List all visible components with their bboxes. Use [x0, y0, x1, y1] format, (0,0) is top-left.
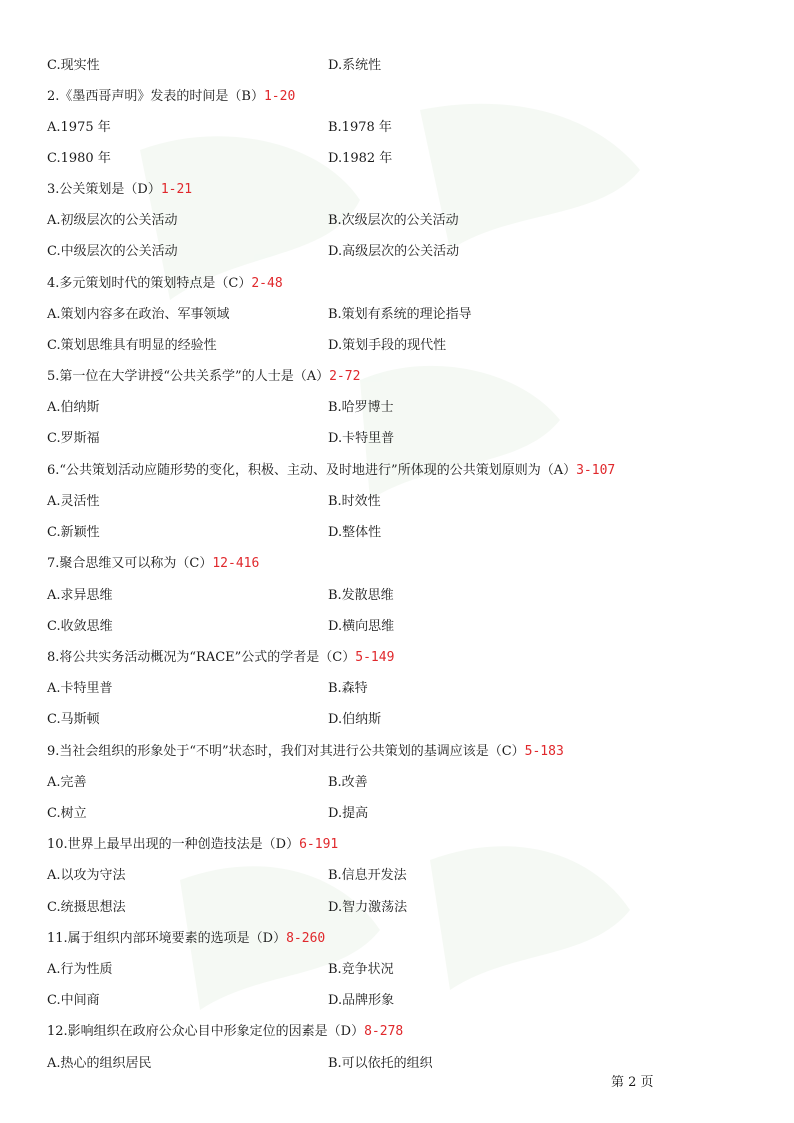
- reference-code: 2-48: [251, 276, 283, 291]
- option-b: B.哈罗博士: [328, 400, 394, 415]
- question-text: 9.当社会组织的形象处于“不明”状态时，我们对其进行公共策划的基调应该是（C）: [47, 744, 525, 759]
- reference-code: 1-20: [263, 89, 296, 104]
- reference-code: 3-107: [576, 463, 616, 478]
- reference-code: 1-21: [160, 182, 193, 197]
- question-text: 7.聚合思维又可以称为（C）: [47, 556, 213, 571]
- option-b: B.策划有系统的理论指导: [328, 307, 472, 322]
- question-11: [47, 929, 325, 949]
- reference-code: 5-183: [524, 744, 564, 759]
- option-a: A.卡特里普: [47, 681, 113, 696]
- option-d: D.智力激荡法: [328, 900, 408, 915]
- option-d: D.高级层次的公关活动: [328, 244, 460, 259]
- option-b: B.次级层次的公关活动: [328, 213, 459, 228]
- question-text: 2.《墨西哥声明》发表的时间是（B）: [47, 89, 264, 104]
- option-c: C.马斯顿: [47, 712, 100, 727]
- option-a: A.以攻为守法: [47, 868, 126, 883]
- option-a: A.行为性质: [47, 962, 113, 977]
- question-12: [47, 1022, 403, 1042]
- option-b: B.时效性: [328, 494, 381, 509]
- question-10: [47, 835, 338, 855]
- question-7: [47, 554, 259, 574]
- reference-code: 8-260: [286, 931, 326, 946]
- option-c: C.收敛思维: [47, 619, 113, 634]
- reference-code: 6-191: [299, 837, 339, 852]
- option-c: C.策划思维具有明显的经验性: [47, 338, 217, 353]
- question-text: 8.将公共实务活动概况为“RACE”公式的学者是（C）: [47, 650, 356, 665]
- option-a: A.策划内容多在政治、军事领域: [47, 307, 230, 322]
- question-text: 4.多元策划时代的策划特点是（C）: [47, 276, 252, 291]
- page-number: 第 2 页: [611, 1075, 654, 1090]
- question-5: [47, 367, 360, 387]
- option-d: D.1982 年: [328, 151, 393, 166]
- option-c: C.现实性: [47, 58, 100, 73]
- option-c: C.统摄思想法: [47, 900, 126, 915]
- option-d: D.系统性: [328, 58, 382, 73]
- question-text: 3.公关策划是（D）: [47, 182, 161, 197]
- option-a: A.初级层次的公关活动: [47, 213, 178, 228]
- option-a: A.1975 年: [47, 120, 111, 135]
- option-a: A.求异思维: [47, 588, 113, 603]
- option-d: D.卡特里普: [328, 431, 395, 446]
- option-d: D.伯纳斯: [328, 712, 382, 727]
- question-text: 6.“公共策划活动应随形势的变化，积极、主动、及时地进行”所体现的公共策划原则为（A）: [47, 463, 577, 478]
- option-d: D.横向思维: [328, 619, 395, 634]
- question-8: [47, 648, 394, 668]
- option-b: B.1978 年: [328, 120, 392, 135]
- question-6: [47, 461, 615, 481]
- option-b: B.森特: [328, 681, 368, 696]
- option-d: D.整体性: [328, 525, 382, 540]
- option-a: A.热心的组织居民: [47, 1056, 152, 1071]
- option-c: C.树立: [47, 806, 87, 821]
- option-a: A.完善: [47, 775, 87, 790]
- option-a: A.灵活性: [47, 494, 100, 509]
- option-d: D.策划手段的现代性: [328, 338, 447, 353]
- option-c: C.新颖性: [47, 525, 100, 540]
- question-3: [47, 180, 192, 200]
- reference-code: 8-278: [364, 1024, 404, 1039]
- option-d: D.提高: [328, 806, 369, 821]
- option-b: B.可以依托的组织: [328, 1056, 433, 1071]
- question-text: 10.世界上最早出现的一种创造技法是（D）: [47, 837, 300, 852]
- option-c: C.罗斯福: [47, 431, 100, 446]
- option-a: A.伯纳斯: [47, 400, 100, 415]
- option-b: B.改善: [328, 775, 368, 790]
- reference-code: 5-149: [355, 650, 395, 665]
- question-text: 12.影响组织在政府公众心目中形象定位的因素是（D）: [47, 1024, 365, 1039]
- question-4: [47, 274, 283, 294]
- option-b: B.发散思维: [328, 588, 394, 603]
- question-9: [47, 742, 564, 762]
- question-text: 5.第一位在大学讲授“公共关系学”的人士是（A）: [47, 369, 330, 384]
- option-b: B.信息开发法: [328, 868, 407, 883]
- option-c: C.1980 年: [47, 151, 111, 166]
- reference-code: 12-416: [212, 556, 260, 571]
- option-d: D.品牌形象: [328, 993, 395, 1008]
- option-b: B.竞争状况: [328, 962, 394, 977]
- reference-code: 2-72: [329, 369, 361, 384]
- option-c: C.中间商: [47, 993, 100, 1008]
- question-text: 11.属于组织内部环境要素的选项是（D）: [47, 931, 287, 946]
- question-2: [47, 87, 295, 107]
- option-c: C.中级层次的公关活动: [47, 244, 178, 259]
